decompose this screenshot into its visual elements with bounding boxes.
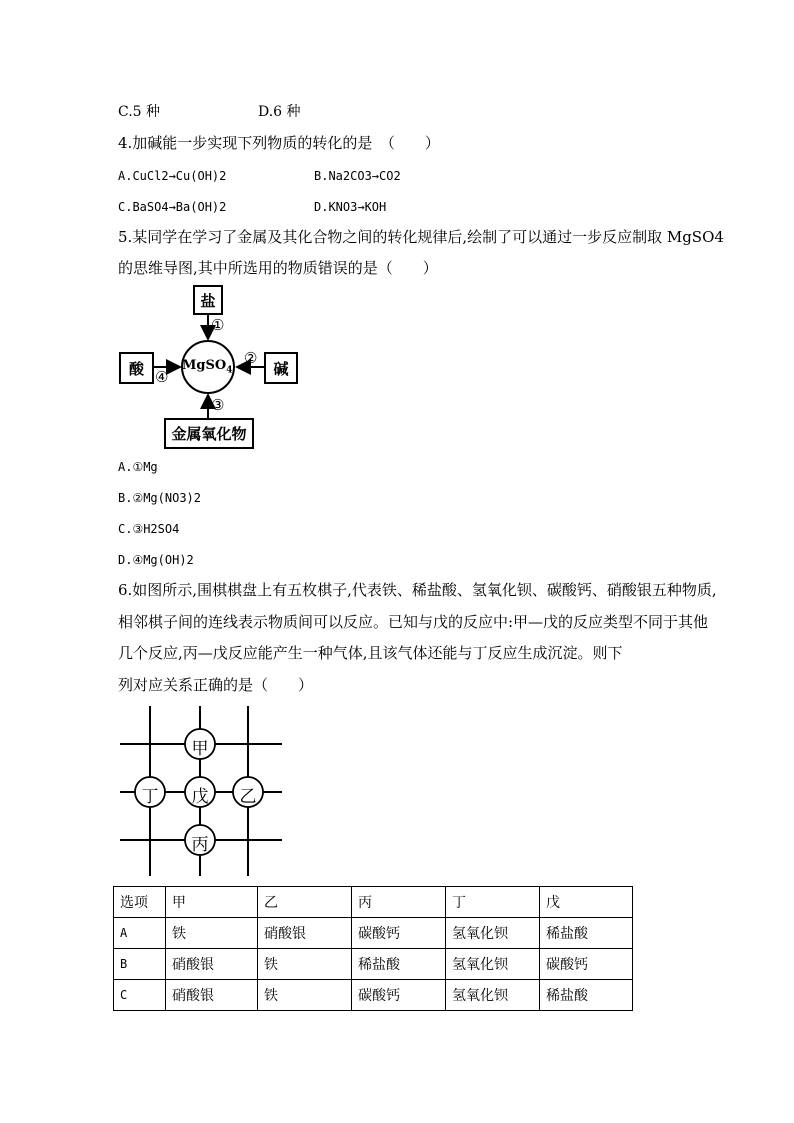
label-1: ① — [211, 316, 225, 334]
piece-ding-label: 丁 — [141, 787, 159, 807]
piece-wu-label: 戊 — [191, 787, 209, 807]
table-cell: 氢氧化钡 — [446, 980, 540, 1011]
q5-stem-line1: 5.某同学在学习了金属及其化合物之间的转化规律后,绘制了可以通过一步反应制取 MgSO4 — [118, 228, 724, 246]
table-cell: 碳酸钙 — [540, 949, 633, 980]
table-cell: 氢氧化钡 — [446, 949, 540, 980]
header-cell: 甲 — [166, 887, 258, 918]
table-row — [114, 949, 633, 980]
q6-options-table — [113, 886, 633, 1011]
table-cell: B — [114, 949, 166, 980]
table-cell: 铁 — [258, 980, 352, 1011]
mgso4-label — [182, 358, 232, 376]
q5-option-b: B.②Mg(NO3)2 — [118, 491, 202, 505]
base-box: 碱 — [264, 352, 298, 384]
mgso4-text: MgSO — [182, 358, 227, 373]
q6-stem-line4: 列对应关系正确的是（ ） — [118, 676, 314, 694]
table-cell: 硝酸银 — [258, 918, 352, 949]
table-cell: 硝酸银 — [166, 980, 258, 1011]
label-4: ④ — [155, 368, 169, 386]
q5-stem-line2: 的思维导图,其中所选用的物质错误的是（ ） — [118, 259, 438, 277]
label-2: ② — [244, 349, 258, 367]
table-cell: 稀盐酸 — [352, 949, 446, 980]
table-cell: 铁 — [258, 949, 352, 980]
q6-stem-line1: 6.如图所示,围棋棋盘上有五枚棋子,代表铁、稀盐酸、氢氧化钡、碳酸钙、硝酸银五种物质, — [118, 581, 717, 599]
q4-option-b: B.Na2CO3→CO2 — [314, 169, 401, 183]
header-cell: 乙 — [258, 887, 352, 918]
table-cell: 铁 — [166, 918, 258, 949]
table-cell: 碳酸钙 — [352, 918, 446, 949]
table-cell: 氢氧化钡 — [446, 918, 540, 949]
q6-stem-line3: 几个反应,丙—戊反应能产生一种气体,且该气体还能与丁反应生成沉淀。则下 — [118, 644, 623, 662]
table-cell: 碳酸钙 — [352, 980, 446, 1011]
piece-jia-label: 甲 — [191, 739, 209, 759]
header-cell: 戊 — [540, 887, 633, 918]
salt-box: 盐 — [193, 285, 223, 315]
header-cell: 丁 — [446, 887, 540, 918]
table-cell: C — [114, 980, 166, 1011]
table-row — [114, 918, 633, 949]
table-row — [114, 980, 633, 1011]
q6-stem-line2: 相邻棋子间的连线表示物质间可以反应。已知与戊的反应中:甲—戊的反应类型不同于其他 — [118, 613, 709, 631]
table-cell: 硝酸银 — [166, 949, 258, 980]
metal-oxide-box: 金属氧化物 — [164, 418, 254, 449]
acid-box: 酸 — [119, 352, 154, 384]
table-cell: 稀盐酸 — [540, 918, 633, 949]
q4-stem: 4.加碱能一步实现下列物质的转化的是 （ ） — [118, 134, 440, 152]
q5-option-a: A.①Mg — [118, 460, 158, 474]
q3-option-d: D.6 种 — [258, 104, 301, 120]
label-3: ③ — [211, 396, 225, 414]
q4-option-c: C.BaSO4→Ba(OH)2 — [118, 200, 227, 214]
piece-yi-label: 乙 — [239, 787, 257, 807]
header-cell: 丙 — [352, 887, 446, 918]
q4-option-a: A.CuCl2→Cu(OH)2 — [118, 169, 227, 183]
q3-option-c: C.5 种 — [118, 104, 161, 120]
table-cell: A — [114, 918, 166, 949]
q5-option-c: C.③H2SO4 — [118, 522, 180, 536]
piece-bing-label: 丙 — [191, 835, 209, 855]
table-cell: 稀盐酸 — [540, 980, 633, 1011]
q4-option-d: D.KNO3→KOH — [314, 200, 387, 214]
q5-option-d: D.④Mg(OH)2 — [118, 553, 194, 567]
table-header-row — [114, 887, 633, 918]
mgso4-subscript: 4 — [226, 365, 233, 376]
header-cell: 选项 — [114, 887, 166, 918]
